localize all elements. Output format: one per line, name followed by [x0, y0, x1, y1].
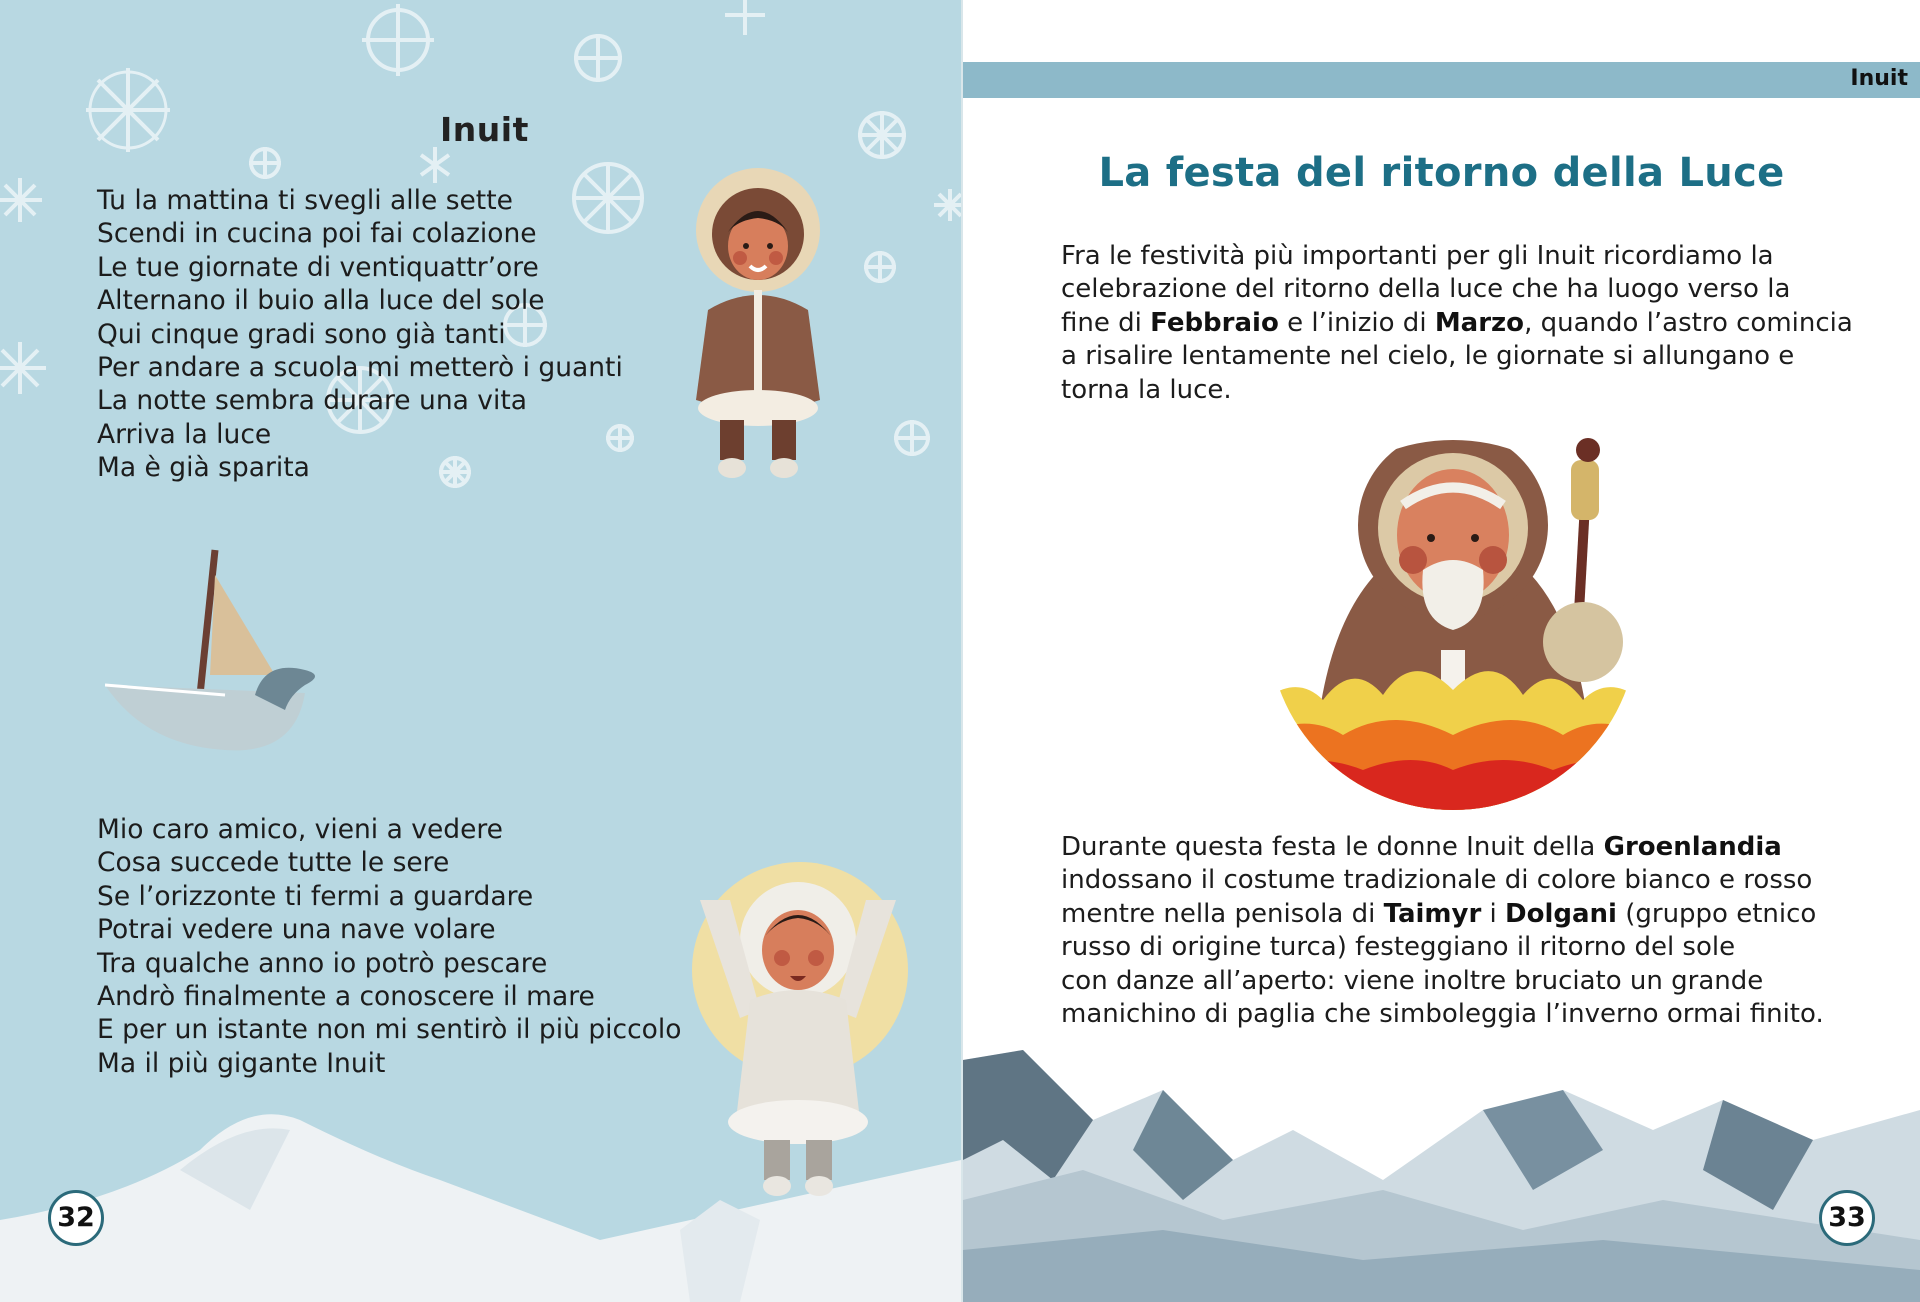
sailboat-illustration: [105, 545, 335, 755]
poem-line: La notte sembra durare una vita: [97, 385, 527, 417]
mountains-illustration: [963, 1040, 1920, 1302]
poem-title: Inuit: [440, 110, 529, 149]
bold-term: Taimyr: [1383, 898, 1482, 929]
poem-line: Tra qualche anno io potrò pescare: [97, 947, 548, 979]
bold-term: Dolgani: [1505, 898, 1617, 929]
article-paragraph-2: [1061, 831, 1824, 1031]
page-number: 32: [48, 1190, 104, 1246]
section-header-label: Inuit: [1850, 66, 1908, 91]
poem-line: Se l’orizzonte ti fermi a guardare: [97, 880, 534, 912]
paragraph-line: con danze all’aperto: viene inoltre bruciato un grande: [1061, 965, 1764, 996]
poem-stanza-1: [97, 184, 623, 485]
page-number: 33: [1819, 1190, 1875, 1246]
paragraph-line: Fra le festività più importanti per gli Inuit ricordiamo la: [1061, 241, 1774, 271]
paragraph-line: a risalire lentamente nel cielo, le giornate si allungano e: [1061, 341, 1795, 372]
poem-line: Andrò finalmente a conoscere il mare: [97, 981, 595, 1013]
poem-line: Arriva la luce: [97, 418, 272, 450]
paragraph-line: torna la luce.: [1061, 374, 1232, 405]
paragraph-line: fine di Febbraio e l’inizio di Marzo, quando l’astro comincia: [1061, 307, 1853, 338]
poem-line: Cosa succede tutte le sere: [97, 847, 450, 879]
bold-term: Febbraio: [1150, 307, 1279, 338]
poem-line: E per un istante non mi sentirò il più piccolo: [97, 1014, 682, 1046]
right-page: [963, 0, 1920, 1302]
elder-drum-fire-illustration: [1253, 410, 1653, 810]
paragraph-line: Durante questa festa le donne Inuit della Groenlandia: [1061, 832, 1782, 862]
paragraph-line: mentre nella penisola di Taimyr i Dolgani (gruppo etnico: [1061, 898, 1817, 929]
poem-line: Le tue giornate di ventiquattr’ore: [97, 251, 539, 283]
poem-line: Ma il più gigante Inuit: [97, 1047, 386, 1079]
poem-line: Ma è già sparita: [97, 452, 310, 484]
poem-line: Alternano il buio alla luce del sole: [97, 285, 545, 317]
inuit-child-illustration: [680, 160, 840, 490]
poem-stanza-3: [97, 813, 681, 1080]
inuit-child-sun-illustration: [670, 840, 930, 1210]
poem-line: Tu la mattina ti svegli alle sette: [97, 185, 513, 216]
poem-line: Per andare a scuola mi metterò i guanti: [97, 352, 623, 384]
bold-term: Marzo: [1434, 307, 1525, 338]
bold-term: Groenlandia: [1603, 832, 1782, 862]
poem-line: Potrai vedere una nave volare: [97, 914, 496, 946]
section-header-bar: [963, 62, 1920, 98]
paragraph-line: celebrazione del ritorno della luce che ha luogo verso la: [1061, 274, 1791, 305]
paragraph-line: russo di origine turca) festeggiano il ritorno del sole: [1061, 932, 1736, 963]
poem-line: Qui cinque gradi sono già tanti: [97, 318, 506, 350]
article-paragraph-1: [1061, 240, 1853, 407]
poem-line: Scendi in cucina poi fai colazione: [97, 218, 537, 250]
paragraph-line: indossano il costume tradizionale di colore bianco e rosso: [1061, 865, 1813, 896]
poem-line: Mio caro amico, vieni a vedere: [97, 814, 503, 845]
paragraph-line: manichino di paglia che simboleggia l’inverno ormai finito.: [1061, 999, 1824, 1030]
article-title: La festa del ritorno della Luce: [1098, 150, 1785, 196]
